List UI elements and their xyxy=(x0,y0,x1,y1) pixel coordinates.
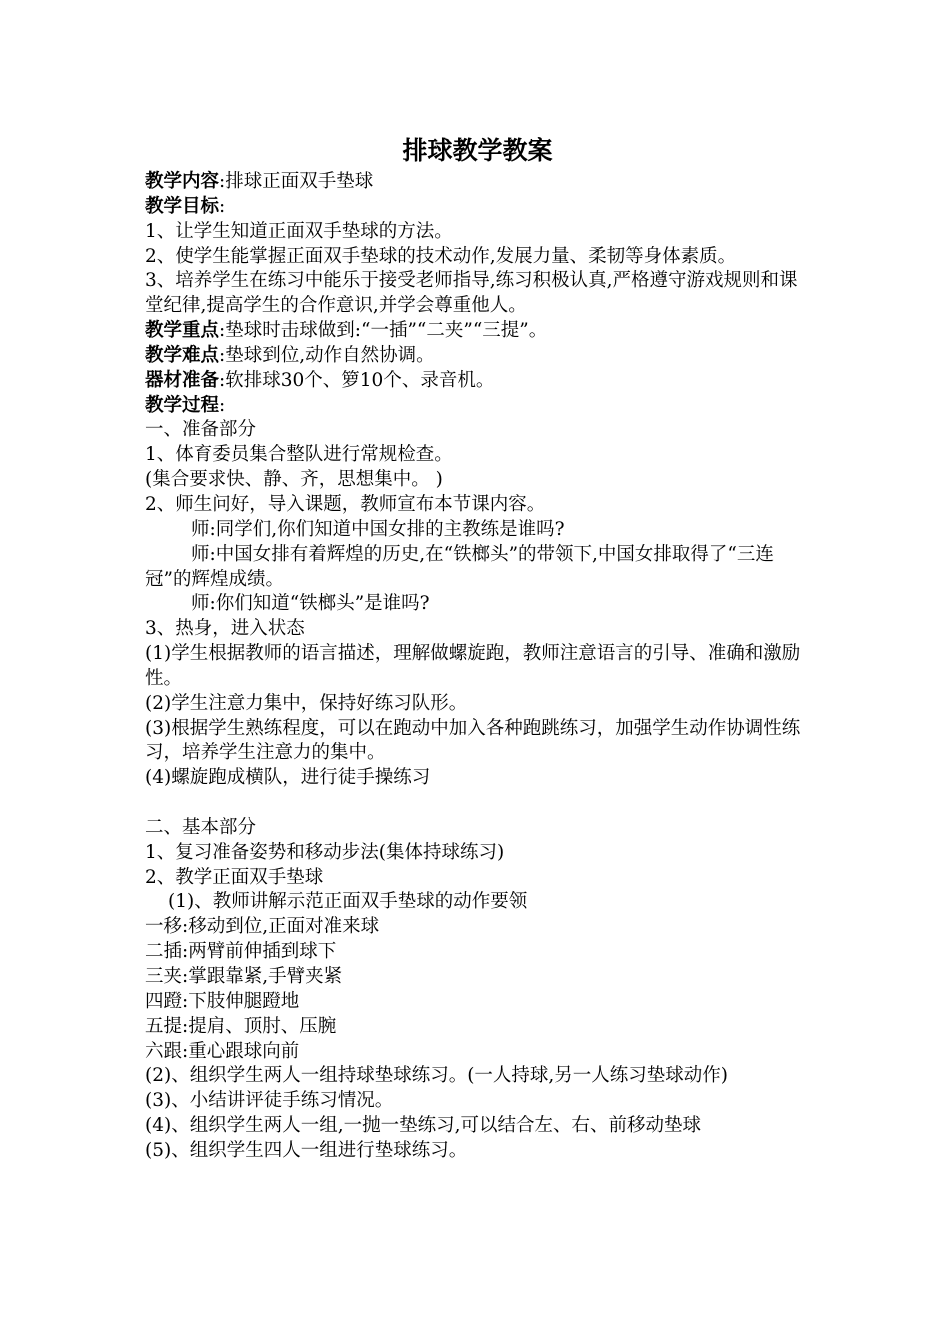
process-label: 教学过程 xyxy=(145,394,220,416)
prep-note: (集合要求快、静、齐，思想集中。 ) xyxy=(145,469,443,491)
goal-suffix: : xyxy=(219,195,226,217)
practice-item: (3)、小结讲评徒手练习情况。 xyxy=(145,1090,394,1112)
process-suffix: : xyxy=(219,394,226,416)
prep-item: 3、热身，进入状态 xyxy=(145,618,305,640)
goal-item: 2、使学生能掌握正面双手垫球的技术动作,发展力量、柔韧等身体素质。 xyxy=(145,245,737,267)
section-heading: 一、准备部分 xyxy=(145,419,257,441)
basic-item: 2、教学正面双手垫球 xyxy=(145,866,324,888)
section-heading: 二、基本部分 xyxy=(145,816,257,838)
document-page xyxy=(145,132,810,1164)
key-point-line xyxy=(145,319,810,344)
dialog-line: 师:同学们,你们知道中国女排的主教练是谁吗? xyxy=(191,518,565,540)
warmup-item: (3)根据学生熟练程度，可以在跑动中加入各种跑跳练习，加强学生动作协调性练习，培养学生注意力的集中。 xyxy=(145,717,801,764)
dialog-line: 师:中国女排有着辉煌的历史,在“铁榔头”的带领下,中国女排取得了“三连冠”的辉煌成绩。 xyxy=(145,543,774,590)
goal-item: 3、培养学生在练习中能乐于接受老师指导,练习积极认真,严格遵守游戏规则和课堂纪律,提高学生的合作意识,并学会尊重他人。 xyxy=(145,270,798,317)
goal-item: 1、让学生知道正面双手垫球的方法。 xyxy=(145,220,453,242)
content-value: :排球正面双手垫球 xyxy=(219,171,374,192)
warmup-item: (1)学生根据教师的语言描述，理解做螺旋跑，教师注意语言的引导、准确和激励性。 xyxy=(145,643,801,689)
key-point-value: :垫球时击球做到:“一插”“二夹”“三提”。 xyxy=(219,320,548,342)
warmup-item: (2)学生注意力集中，保持好练习队形。 xyxy=(145,692,468,714)
dialog-line: 师:你们知道“铁榔头”是谁吗? xyxy=(191,593,430,615)
prep-item: 1、体育委员集合整队进行常规检查。 xyxy=(145,444,453,466)
content-label: 教学内容 xyxy=(145,171,220,192)
basic-item: 1、复习准备姿势和移动步法(集体持球练习) xyxy=(145,841,505,863)
practice-item: (5)、组织学生四人一组进行垫球练习。 xyxy=(145,1139,468,1161)
technique-step: 一移:移动到位,正面对准来球 xyxy=(145,916,380,938)
practice-item: (4)、组织学生两人一组,一抛一垫练习,可以结合左、右、前移动垫球 xyxy=(145,1115,701,1137)
technique-step: 五提:提肩、顶肘、压腕 xyxy=(145,1015,337,1037)
document-title: 排球教学教案 xyxy=(402,136,553,165)
practice-item: (2)、组织学生两人一组持球垫球练习。(一人持球,另一人练习垫球动作) xyxy=(145,1065,729,1087)
technique-step: 二插:两臂前伸插到球下 xyxy=(145,941,337,963)
difficulty-line xyxy=(145,344,810,369)
content-line xyxy=(145,170,810,195)
blank-line xyxy=(145,791,810,816)
process-heading-line xyxy=(145,394,810,419)
demo-line: (1)、教师讲解示范正面双手垫球的动作要领 xyxy=(168,891,528,913)
technique-step: 四蹬:下肢伸腿蹬地 xyxy=(145,990,300,1012)
goal-label: 教学目标 xyxy=(145,195,220,217)
equipment-value: :软排球30个、箩10个、录音机。 xyxy=(219,369,495,391)
goal-heading-line xyxy=(145,195,810,220)
equipment-line xyxy=(145,369,810,394)
warmup-item: (4)螺旋跑成横队，进行徒手操练习 xyxy=(145,767,431,789)
key-point-label: 教学重点 xyxy=(145,320,220,342)
difficulty-label: 教学难点 xyxy=(145,344,220,366)
technique-step: 三夹:掌跟靠紧,手臂夹紧 xyxy=(145,966,343,987)
difficulty-value: :垫球到位,动作自然协调。 xyxy=(219,344,435,366)
prep-item: 2、师生问好，导入课题，教师宣布本节课内容。 xyxy=(145,493,546,515)
technique-step: 六跟:重心跟球向前 xyxy=(145,1040,300,1062)
equipment-label: 器材准备 xyxy=(145,369,220,391)
